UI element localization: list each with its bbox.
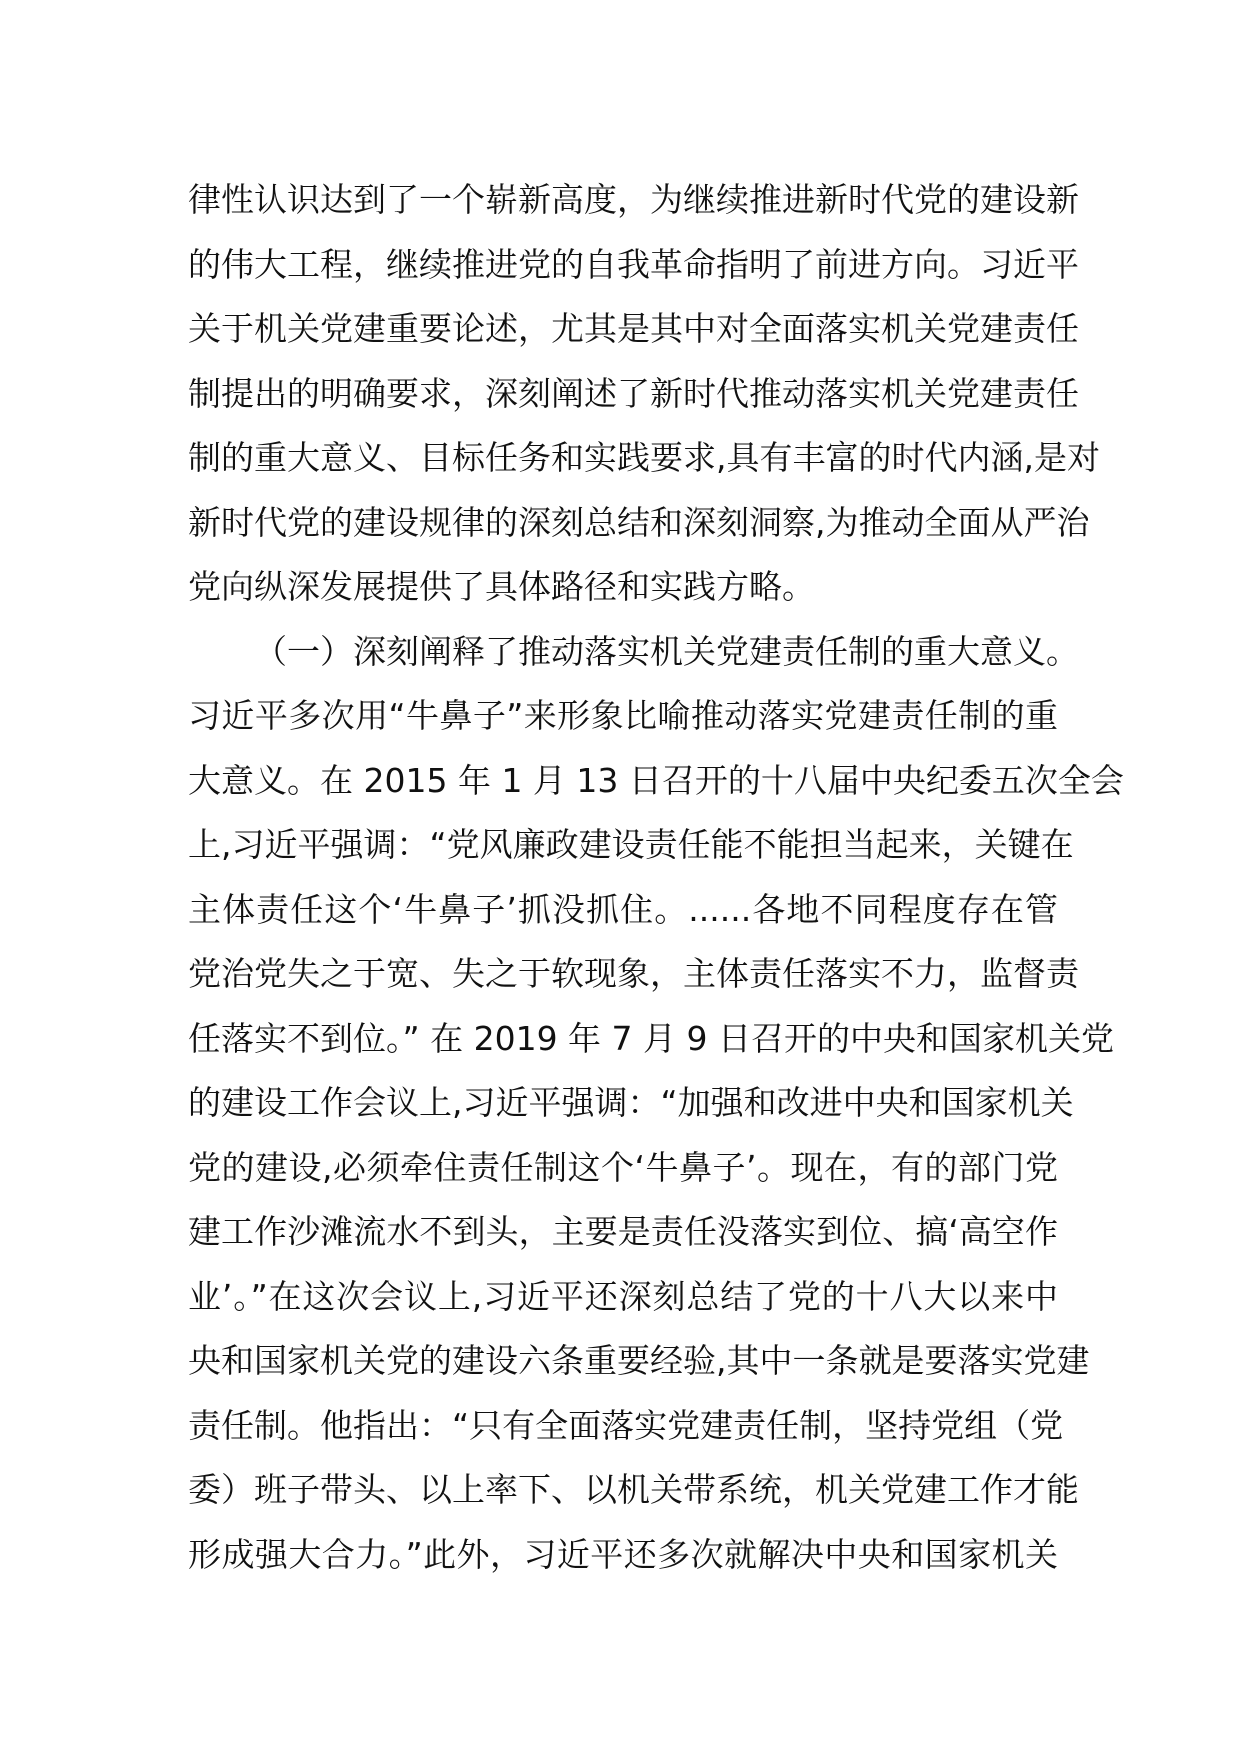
text-line: 建工作沙滩流水不到头，主要是责任没落实到位、搞‘高空作 <box>188 1212 1058 1251</box>
text-line: 委）班子带头、以上率下、以机关带系统，机关党建工作才能 <box>188 1470 1079 1509</box>
text-line: 的建设工作会议上,习近平强调：“加强和改进中央和国家机关 <box>188 1083 1074 1122</box>
document-body <box>188 168 1124 1587</box>
text-line: 党治党失之于宽、失之于软现象，主体责任落实不力，监督责 <box>188 954 1079 993</box>
text-line: 业’。”在这次会议上,习近平还深刻总结了党的十八大以来中 <box>188 1276 1058 1316</box>
text-line: 责任制。他指出：“只有全面落实党建责任制，坚持党组（党 <box>188 1405 1064 1445</box>
text-line: 新时代党的建设规律的深刻总结和深刻洞察,为推动全面从严治 <box>188 502 1090 542</box>
text-line: 党向纵深发展提供了具体路径和实践方略。 <box>188 567 815 606</box>
text-line: 形成强大合力。”此外，习近平还多次就解决中央和国家机关 <box>188 1534 1058 1574</box>
section-heading: （一）深刻阐释了推动落实机关党建责任制的重大意义。 <box>254 631 1079 671</box>
text-line: 制的重大意义、目标任务和实践要求,具有丰富的时代内涵,是对 <box>188 438 1100 477</box>
text-line: 律性认识达到了一个崭新高度，为继续推进新时代党的建设新 <box>188 180 1079 219</box>
text-line: 主体责任这个‘牛鼻子’抓没抓住。......各地不同程度存在管 <box>188 889 1058 929</box>
text-line: 央和国家机关党的建设六条重要经验,其中一条就是要落实党建 <box>188 1341 1090 1380</box>
text-line: 的伟大工程，继续推进党的自我革命指明了前进方向。习近平 <box>188 244 1079 284</box>
text-line: 上,习近平强调：“党风廉政建设责任能不能担当起来，关键在 <box>188 825 1074 864</box>
text-line: 习近平多次用“牛鼻子”来形象比喻推动落实党建责任制的重 <box>188 696 1058 735</box>
text-line: 党的建设,必须牵住责任制这个‘牛鼻子’。现在，有的部门党 <box>188 1147 1058 1187</box>
text-line: 任落实不到位。” 在 2019 年 7 月 9 日召开的中央和国家机关党 <box>188 1018 1114 1058</box>
text-line: 大意义。在 2015 年 1 月 13 日召开的十八届中央纪委五次全会 <box>188 760 1124 800</box>
text-line: 制提出的明确要求，深刻阐述了新时代推动落实机关党建责任 <box>188 373 1079 413</box>
text-line: 关于机关党建重要论述，尤其是其中对全面落实机关党建责任 <box>188 309 1079 348</box>
